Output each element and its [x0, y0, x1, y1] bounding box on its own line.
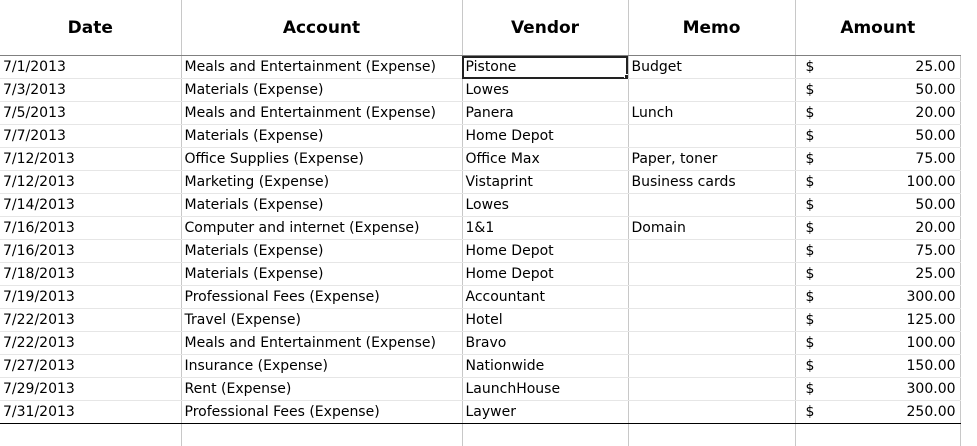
cell-amount[interactable]: 150.00 — [825, 355, 960, 378]
cell-account[interactable]: Materials (Expense) — [181, 194, 462, 217]
cell-amount[interactable]: 125.00 — [825, 309, 960, 332]
cell-vendor[interactable]: Home Depot — [462, 125, 628, 148]
cell-amount[interactable]: 75.00 — [825, 148, 960, 171]
empty-cell[interactable] — [795, 424, 825, 446]
cell-vendor-selected[interactable]: Pistone — [462, 56, 628, 79]
cell-account[interactable]: Meals and Entertainment (Expense) — [181, 102, 462, 125]
cell-currency-symbol[interactable]: $ — [795, 217, 825, 240]
cell-memo[interactable]: Paper, toner — [628, 148, 795, 171]
table-row — [0, 125, 960, 148]
cell-date[interactable]: 7/14/2013 — [0, 194, 181, 217]
cell-date[interactable]: 7/12/2013 — [0, 148, 181, 171]
cell-amount[interactable]: 300.00 — [825, 378, 960, 401]
cell-currency-symbol[interactable]: $ — [795, 286, 825, 309]
header-amount[interactable]: Amount — [795, 0, 960, 56]
empty-cell[interactable] — [628, 424, 795, 446]
cell-date[interactable]: 7/7/2013 — [0, 125, 181, 148]
cell-date[interactable]: 7/18/2013 — [0, 263, 181, 286]
cell-amount[interactable]: 20.00 — [825, 217, 960, 240]
cell-date[interactable]: 7/12/2013 — [0, 171, 181, 194]
table-row — [0, 240, 960, 263]
cell-date[interactable]: 7/27/2013 — [0, 355, 181, 378]
table-row — [0, 355, 960, 378]
cell-account[interactable]: Professional Fees (Expense) — [181, 401, 462, 424]
cell-date[interactable]: 7/16/2013 — [0, 217, 181, 240]
table-row — [0, 401, 960, 424]
header-vendor[interactable]: Vendor — [462, 0, 628, 56]
cell-currency-symbol[interactable]: $ — [795, 171, 825, 194]
cell-date[interactable]: 7/22/2013 — [0, 332, 181, 355]
empty-cell[interactable] — [0, 424, 181, 446]
cell-memo[interactable] — [628, 125, 795, 148]
cell-amount[interactable]: 50.00 — [825, 125, 960, 148]
cell-memo[interactable] — [628, 79, 795, 102]
table-row — [0, 217, 960, 240]
cell-vendor[interactable]: LaunchHouse — [462, 378, 628, 401]
empty-cell[interactable] — [181, 424, 462, 446]
cell-date[interactable]: 7/31/2013 — [0, 401, 181, 424]
cell-vendor[interactable]: Nationwide — [462, 355, 628, 378]
cell-memo[interactable] — [628, 263, 795, 286]
cell-vendor[interactable]: 1&1 — [462, 217, 628, 240]
empty-cell[interactable] — [825, 424, 960, 446]
cell-currency-symbol[interactable]: $ — [795, 79, 825, 102]
cell-vendor[interactable]: Lowes — [462, 79, 628, 102]
cell-vendor[interactable]: Home Depot — [462, 240, 628, 263]
cell-currency-symbol[interactable]: $ — [795, 194, 825, 217]
cell-date[interactable]: 7/3/2013 — [0, 79, 181, 102]
cell-account[interactable]: Professional Fees (Expense) — [181, 286, 462, 309]
cell-account[interactable]: Office Supplies (Expense) — [181, 148, 462, 171]
cell-memo[interactable] — [628, 378, 795, 401]
cell-currency-symbol[interactable]: $ — [795, 56, 825, 79]
cell-currency-symbol[interactable]: $ — [795, 355, 825, 378]
table-row — [0, 102, 960, 125]
cell-memo[interactable]: Domain — [628, 217, 795, 240]
cell-currency-symbol[interactable]: $ — [795, 125, 825, 148]
cell-memo[interactable] — [628, 286, 795, 309]
header-account[interactable]: Account — [181, 0, 462, 56]
cell-date[interactable]: 7/22/2013 — [0, 309, 181, 332]
cell-memo[interactable] — [628, 240, 795, 263]
header-memo[interactable]: Memo — [628, 0, 795, 56]
table-row — [0, 286, 960, 309]
table-row — [0, 378, 960, 401]
cell-memo[interactable]: Lunch — [628, 102, 795, 125]
cell-vendor[interactable]: Accountant — [462, 286, 628, 309]
table-row — [0, 332, 960, 355]
cell-amount[interactable]: 20.00 — [825, 102, 960, 125]
cell-currency-symbol[interactable]: $ — [795, 332, 825, 355]
cell-memo[interactable] — [628, 355, 795, 378]
cell-vendor[interactable]: Home Depot — [462, 263, 628, 286]
cell-currency-symbol[interactable]: $ — [795, 148, 825, 171]
cell-memo[interactable] — [628, 194, 795, 217]
cell-amount[interactable]: 50.00 — [825, 79, 960, 102]
cell-date[interactable]: 7/1/2013 — [0, 56, 181, 79]
cell-vendor[interactable]: Laywer — [462, 401, 628, 424]
table-row — [0, 194, 960, 217]
cell-amount[interactable]: 100.00 — [825, 171, 960, 194]
cell-account[interactable]: Materials (Expense) — [181, 125, 462, 148]
cell-date[interactable]: 7/5/2013 — [0, 102, 181, 125]
table-row — [0, 148, 960, 171]
cell-date[interactable]: 7/16/2013 — [0, 240, 181, 263]
table-body — [0, 56, 960, 446]
empty-cell[interactable] — [462, 424, 628, 446]
cell-account[interactable]: Materials (Expense) — [181, 240, 462, 263]
empty-row — [0, 424, 960, 446]
cell-vendor[interactable]: Panera — [462, 102, 628, 125]
cell-vendor[interactable]: Hotel — [462, 309, 628, 332]
cell-currency-symbol[interactable]: $ — [795, 309, 825, 332]
cell-account[interactable]: Computer and internet (Expense) — [181, 217, 462, 240]
cell-memo[interactable] — [628, 332, 795, 355]
header-row — [0, 0, 960, 56]
cell-account[interactable]: Rent (Expense) — [181, 378, 462, 401]
cell-date[interactable]: 7/19/2013 — [0, 286, 181, 309]
cell-account[interactable]: Marketing (Expense) — [181, 171, 462, 194]
cell-account[interactable]: Meals and Entertainment (Expense) — [181, 332, 462, 355]
cell-memo[interactable]: Business cards — [628, 171, 795, 194]
cell-amount[interactable]: 25.00 — [825, 56, 960, 79]
table-row — [0, 263, 960, 286]
fill-handle[interactable] — [624, 74, 629, 79]
cell-amount[interactable]: 50.00 — [825, 194, 960, 217]
cell-memo[interactable]: Budget — [628, 56, 795, 79]
cell-currency-symbol[interactable]: $ — [795, 378, 825, 401]
cell-currency-symbol[interactable]: $ — [795, 401, 825, 424]
cell-vendor[interactable]: Lowes — [462, 194, 628, 217]
table-row — [0, 171, 960, 194]
cell-amount[interactable]: 100.00 — [825, 332, 960, 355]
cell-currency-symbol[interactable]: $ — [795, 263, 825, 286]
cell-account[interactable]: Insurance (Expense) — [181, 355, 462, 378]
cell-amount[interactable]: 25.00 — [825, 263, 960, 286]
table-row — [0, 79, 960, 102]
cell-account[interactable]: Travel (Expense) — [181, 309, 462, 332]
cell-vendor[interactable]: Office Max — [462, 148, 628, 171]
header-date[interactable]: Date — [0, 0, 181, 56]
cell-amount[interactable]: 300.00 — [825, 286, 960, 309]
table-row — [0, 56, 960, 79]
cell-memo[interactable] — [628, 401, 795, 424]
table-row — [0, 309, 960, 332]
cell-account[interactable]: Materials (Expense) — [181, 79, 462, 102]
cell-memo[interactable] — [628, 309, 795, 332]
cell-vendor[interactable]: Vistaprint — [462, 171, 628, 194]
cell-currency-symbol[interactable]: $ — [795, 102, 825, 125]
cell-amount[interactable]: 250.00 — [825, 401, 960, 424]
cell-currency-symbol[interactable]: $ — [795, 240, 825, 263]
cell-amount[interactable]: 75.00 — [825, 240, 960, 263]
cell-account[interactable]: Meals and Entertainment (Expense) — [181, 56, 462, 79]
cell-vendor[interactable]: Bravo — [462, 332, 628, 355]
cell-date[interactable]: 7/29/2013 — [0, 378, 181, 401]
cell-account[interactable]: Materials (Expense) — [181, 263, 462, 286]
